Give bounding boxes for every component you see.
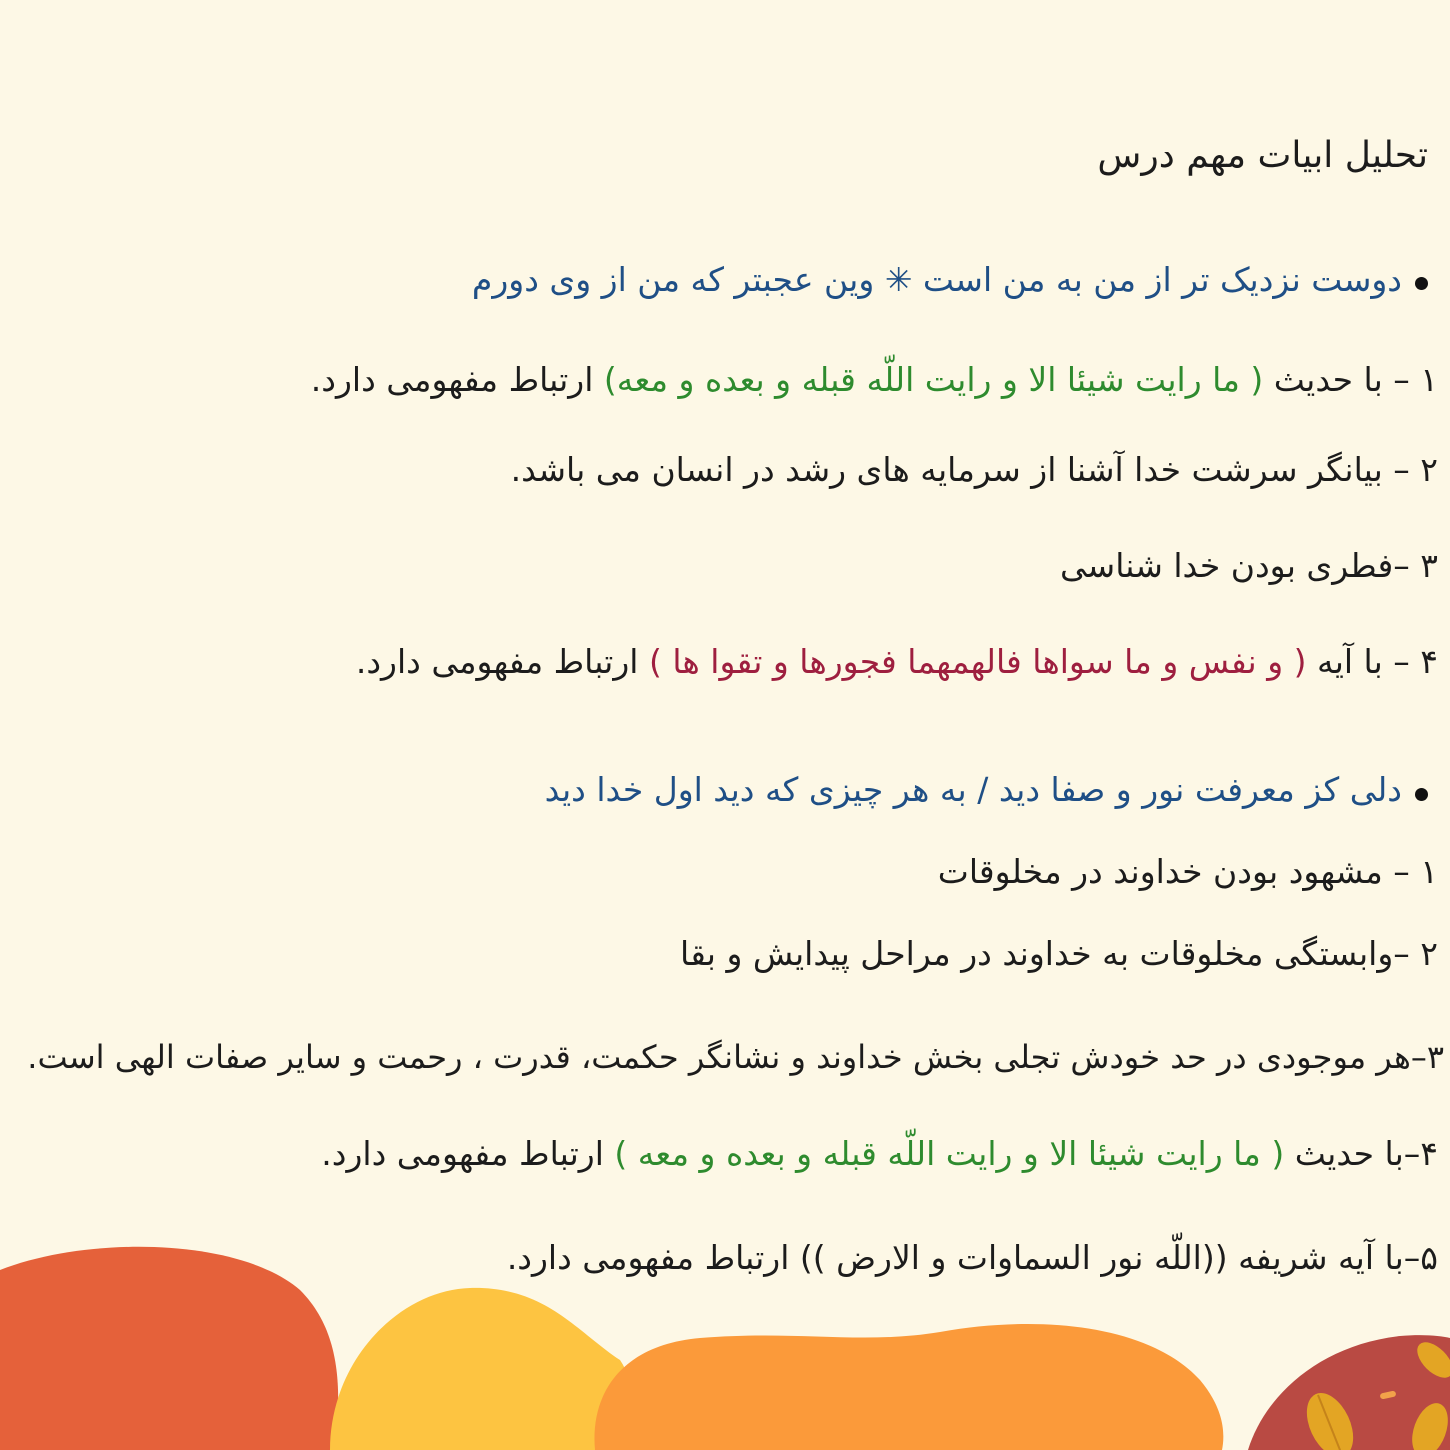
item-prefix: ۴–با حدیث [1284,1134,1438,1173]
ayah-highlight: ( و نفس و ما سواها فالهمهما فجورها و تقوا ها ) [648,642,1307,681]
yellow-blob [330,1288,631,1450]
section2-item-5: ۵–با آیه شریفه ((اللّه نور السماوات و الارض )) ارتباط مفهومی دارد. [506,1238,1438,1277]
orange-blob [594,1324,1223,1450]
verse-1: دوست نزدیک تر از من به من است ✳ وین عجبتر که من از وی دورم [471,260,1402,299]
item-suffix: ارتباط مفهومی دارد. [355,642,649,681]
page-title: تحلیل ابیات مهم درس [1097,135,1428,176]
bullet-icon [1415,277,1428,290]
item-prefix: ۴ – با آیه [1306,642,1438,681]
hadith-highlight: ( ما رایت شیئا الا و رایت اللّه قبله و بعده و معه ) [614,1134,1285,1173]
section2-item-1: ۱ – مشهود بودن خداوند در مخلوقات [937,852,1438,891]
section2-item-3: ۳–هر موجودی در حد خودش تجلی بخش خداوند و نشانگر حکمت، قدرت ، رحمت و سایر صفات الهی است. [27,1038,1444,1076]
red-blob [0,1247,338,1450]
item-suffix: ارتباط مفهومی دارد. [310,360,604,399]
item-suffix: ارتباط مفهومی دارد. [321,1134,615,1173]
verse-2: دلی کز معرفت نور و صفا دید / به هر چیزی که دید اول خدا دید [544,770,1402,809]
section1-item-2: ۲ – بیانگر سرشت خدا آشنا از سرمایه های رشد در انسان می باشد. [510,450,1438,489]
section2-item-4 [321,1132,1438,1176]
section2-item-2: ۲ –وابستگی مخلوقات به خداوند در مراحل پیدایش و بقا [680,934,1438,973]
bullet-icon [1415,788,1428,801]
section1-item-1 [311,358,1438,402]
item-prefix: ۱ – با حدیث [1263,360,1438,399]
section1-item-3: ۳ –فطری بودن خدا شناسی [1060,546,1438,585]
section1-item-4 [356,640,1438,684]
hadith-highlight: ( ما رایت شیئا الا و رایت اللّه قبله و بعده و معه) [603,360,1264,399]
